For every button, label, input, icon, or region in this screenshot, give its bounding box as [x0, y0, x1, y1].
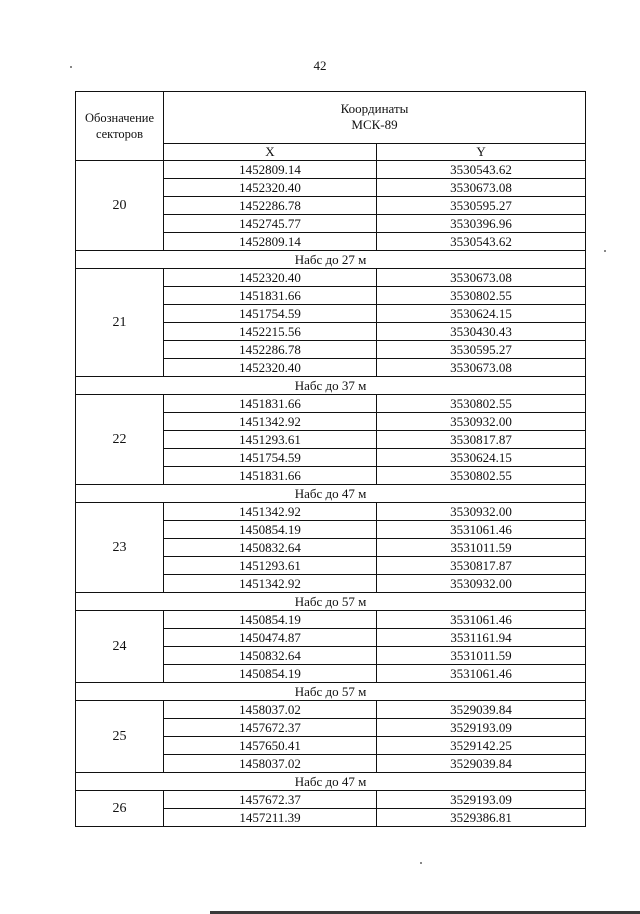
- height-limit-row: [76, 485, 586, 503]
- height-limit: Набс до 27 м: [76, 251, 586, 269]
- height-limit: Набс до 47 м: [76, 485, 586, 503]
- table-header: [76, 92, 586, 161]
- x-coordinate-cell: 1457672.37: [164, 791, 377, 809]
- y-coordinate-cell: 3531011.59: [377, 647, 586, 665]
- y-coordinate-cell: 3530932.00: [377, 503, 586, 521]
- y-coordinate-cell: 3530932.00: [377, 413, 586, 431]
- height-limit: Набс до 37 м: [76, 377, 586, 395]
- scan-speck: [420, 862, 422, 864]
- x-coordinate-cell: 1452809.14: [164, 233, 377, 251]
- y-coordinate-cell: 3530932.00: [377, 575, 586, 593]
- x-coordinate-cell: 1451754.59: [164, 305, 377, 323]
- table-row: [76, 269, 586, 287]
- coordinates-table: [75, 91, 586, 827]
- table-row: [76, 161, 586, 179]
- x-coordinate-cell: 1458037.02: [164, 755, 377, 773]
- x-coordinate-cell: 1452320.40: [164, 179, 377, 197]
- y-coordinate-cell: 3530430.43: [377, 323, 586, 341]
- height-limit-row: [76, 593, 586, 611]
- x-coordinate-cell: 1451831.66: [164, 467, 377, 485]
- height-limit-row: [76, 377, 586, 395]
- x-coordinate-cell: 1452320.40: [164, 269, 377, 287]
- x-coordinate-cell: 1452215.56: [164, 323, 377, 341]
- table-row: [76, 701, 586, 719]
- sector-id: 26: [76, 791, 164, 827]
- sector-id: 20: [76, 161, 164, 251]
- y-coordinate-cell: 3529142.25: [377, 737, 586, 755]
- y-coordinate-cell: 3530543.62: [377, 233, 586, 251]
- y-coordinate-cell: 3530817.87: [377, 431, 586, 449]
- y-coordinate-cell: 3531161.94: [377, 629, 586, 647]
- sector-id: 25: [76, 701, 164, 773]
- table-body: [76, 161, 586, 827]
- scan-speck: [604, 250, 606, 252]
- y-coordinate-cell: 3529193.09: [377, 791, 586, 809]
- x-coordinate-cell: 1450854.19: [164, 521, 377, 539]
- x-coordinate-cell: 1458037.02: [164, 701, 377, 719]
- x-coordinate-cell: 1450832.64: [164, 539, 377, 557]
- x-coordinate-cell: 1451293.61: [164, 557, 377, 575]
- sector-id: 21: [76, 269, 164, 377]
- y-coordinate-cell: 3530673.08: [377, 359, 586, 377]
- y-header: Y: [377, 143, 586, 160]
- sector-id: 22: [76, 395, 164, 485]
- x-coordinate-cell: 1452745.77: [164, 215, 377, 233]
- height-limit-row: [76, 251, 586, 269]
- y-coordinate-cell: 3530624.15: [377, 449, 586, 467]
- height-limit-row: [76, 683, 586, 701]
- x-coordinate-cell: 1452320.40: [164, 359, 377, 377]
- x-coordinate-cell: 1451754.59: [164, 449, 377, 467]
- x-coordinate-cell: 1450854.19: [164, 665, 377, 683]
- sector-id: 23: [76, 503, 164, 593]
- y-coordinate-cell: 3530673.08: [377, 269, 586, 287]
- x-coordinate-cell: 1457211.39: [164, 809, 377, 827]
- y-coordinate-cell: 3529193.09: [377, 719, 586, 737]
- x-coordinate-cell: 1451293.61: [164, 431, 377, 449]
- y-coordinate-cell: 3530802.55: [377, 395, 586, 413]
- y-coordinate-cell: 3530396.96: [377, 215, 586, 233]
- x-coordinate-cell: 1450854.19: [164, 611, 377, 629]
- scan-speck: [70, 66, 72, 68]
- x-coordinate-cell: 1451831.66: [164, 395, 377, 413]
- sector-header: Обозначение секторов: [76, 92, 164, 161]
- height-limit: Набс до 57 м: [76, 683, 586, 701]
- y-coordinate-cell: 3529039.84: [377, 755, 586, 773]
- table-row: [76, 395, 586, 413]
- table-row: [76, 611, 586, 629]
- y-coordinate-cell: 3530817.87: [377, 557, 586, 575]
- y-coordinate-cell: 3530595.27: [377, 341, 586, 359]
- x-coordinate-cell: 1457672.37: [164, 719, 377, 737]
- y-coordinate-cell: 3530802.55: [377, 467, 586, 485]
- y-coordinate-cell: 3530624.15: [377, 305, 586, 323]
- x-coordinate-cell: 1451831.66: [164, 287, 377, 305]
- height-limit: Набс до 47 м: [76, 773, 586, 791]
- y-coordinate-cell: 3530543.62: [377, 161, 586, 179]
- page-number: 42: [313, 58, 327, 73]
- y-coordinate-cell: 3531011.59: [377, 539, 586, 557]
- y-coordinate-cell: 3529039.84: [377, 701, 586, 719]
- height-limit-row: [76, 773, 586, 791]
- table-row: [76, 503, 586, 521]
- y-coordinate-cell: 3531061.46: [377, 611, 586, 629]
- y-coordinate-cell: 3530802.55: [377, 287, 586, 305]
- y-coordinate-cell: 3531061.46: [377, 521, 586, 539]
- x-coordinate-cell: 1457650.41: [164, 737, 377, 755]
- coordinates-header: Координаты МСК-89: [164, 92, 586, 144]
- y-coordinate-cell: 3530673.08: [377, 179, 586, 197]
- height-limit: Набс до 57 м: [76, 593, 586, 611]
- y-coordinate-cell: 3530595.27: [377, 197, 586, 215]
- x-header: X: [164, 143, 377, 160]
- x-coordinate-cell: 1450474.87: [164, 629, 377, 647]
- sector-id: 24: [76, 611, 164, 683]
- x-coordinate-cell: 1452286.78: [164, 197, 377, 215]
- x-coordinate-cell: 1451342.92: [164, 413, 377, 431]
- x-coordinate-cell: 1451342.92: [164, 575, 377, 593]
- y-coordinate-cell: 3529386.81: [377, 809, 586, 827]
- x-coordinate-cell: 1451342.92: [164, 503, 377, 521]
- x-coordinate-cell: 1452809.14: [164, 161, 377, 179]
- x-coordinate-cell: 1450832.64: [164, 647, 377, 665]
- table-row: [76, 791, 586, 809]
- y-coordinate-cell: 3531061.46: [377, 665, 586, 683]
- x-coordinate-cell: 1452286.78: [164, 341, 377, 359]
